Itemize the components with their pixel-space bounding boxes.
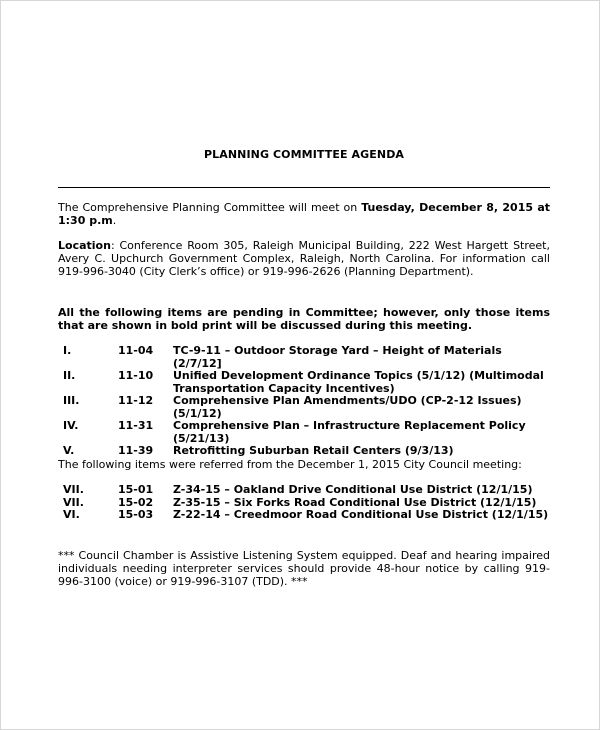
item-code: 15-01 — [118, 483, 154, 496]
item-description: Unified Development Ordinance Topics (5/1/12) (Multimodal Transportation Capacity Incentives) — [173, 369, 544, 395]
agenda-item — [63, 484, 550, 497]
item-code: 15-02 — [118, 495, 154, 509]
agenda-item — [63, 345, 550, 370]
referred-items-list — [63, 484, 550, 522]
location-label: Location — [58, 239, 111, 252]
item-description: TC-9-11 – Outdoor Storage Yard – Height of Materials (2/7/12] — [173, 344, 502, 370]
meeting-text-before: The Comprehensive Planning Committee will meet on — [58, 201, 362, 214]
location-paragraph — [58, 239, 550, 278]
pending-items-list — [63, 345, 550, 458]
item-description: Z-22-14 – Creedmoor Road Conditional Use District (12/1/15) — [173, 508, 549, 521]
document-title: PLANNING COMMITTEE AGENDA — [203, 148, 405, 161]
item-code: 11-39 — [118, 444, 154, 457]
agenda-item — [63, 370, 550, 395]
item-number: IV. — [63, 419, 79, 432]
agenda-item — [63, 395, 550, 420]
agenda-item — [63, 509, 550, 522]
referred-note: The following items were referred from the December 1, 2015 City Council meeting: — [58, 458, 522, 471]
item-code: 11-12 — [118, 394, 154, 407]
item-number: V. — [63, 444, 75, 457]
agenda-item — [63, 445, 550, 458]
item-number: VII. — [63, 495, 84, 509]
accessibility-notice: *** Council Chamber is Assistive Listening System equipped. Deaf and hearing impaired individuals needing interpreter services should provide 48-hour notice by calling 919-996-3100 (voice) or 919-996-3107 (TDD). *** — [58, 549, 550, 588]
meeting-text-after: . — [112, 214, 117, 227]
item-description: Z-35-15 – Six Forks Road Conditional Use District (12/1/15) — [173, 495, 537, 509]
location-text: : Conference Room 305, Raleigh Municipal Building, 222 West Hargett Street, Avery C. Upchurch Government Complex, Raleigh, North Carolina. For information call 919-996-3040 (City Clerk’s office) or 919-996-2626 (Planning Department). — [58, 239, 550, 278]
pending-note: All the following items are pending in Committee; however, only those items that are shown in bold print will be discussed during this meeting. — [58, 306, 550, 332]
item-code: 11-31 — [118, 419, 154, 432]
item-number: II. — [63, 369, 76, 382]
item-description: Comprehensive Plan Amendments/UDO (CP-2-12 Issues) (5/1/12) — [173, 394, 522, 420]
item-description: Z-34-15 – Oakland Drive Conditional Use District (12/1/15) — [173, 483, 533, 496]
item-description: Comprehensive Plan – Infrastructure Replacement Policy (5/21/13) — [173, 419, 526, 445]
meeting-paragraph — [58, 201, 550, 227]
horizontal-rule — [58, 187, 550, 188]
item-number: I. — [63, 344, 72, 357]
item-code: 11-04 — [118, 344, 154, 357]
item-number: VI. — [63, 508, 80, 521]
item-number: VII. — [63, 483, 84, 496]
item-description: Retrofitting Suburban Retail Centers (9/3/13) — [173, 444, 454, 457]
agenda-item — [63, 420, 550, 445]
item-code: 15-03 — [118, 508, 154, 521]
meeting-date-time: Tuesday, December 8, 2015 at 1:30 p.m — [58, 201, 551, 227]
item-number: III. — [63, 394, 80, 407]
item-code: 11-10 — [118, 369, 154, 382]
